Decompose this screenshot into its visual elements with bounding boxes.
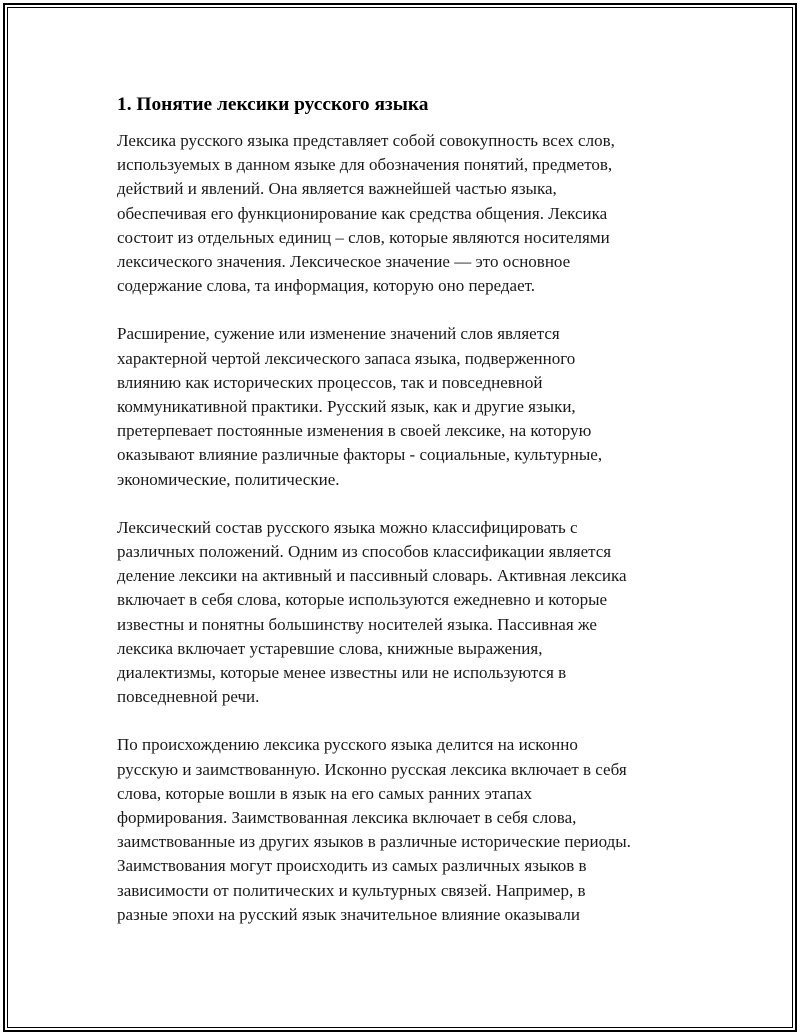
document-body bbox=[117, 93, 683, 951]
text-line: влиянию как исторических процессов, так и повседневной bbox=[117, 372, 543, 392]
text-line: Лексика русского языка представляет собой совокупность всех слов, bbox=[117, 131, 615, 150]
text-line: характерной чертой лексического запаса языка, подверженного bbox=[117, 348, 576, 368]
paragraph-lexicon-definition bbox=[117, 129, 683, 298]
text-line: содержание слова, та информация, которую оно передает. bbox=[117, 276, 536, 296]
text-line: По происхождению лексика русского языка делится на исконно bbox=[117, 735, 578, 755]
text-line: Заимствования могут происходить из самых различных языков в bbox=[117, 856, 587, 876]
text-line: коммуникативной практики. Русский язык, как и другие языки, bbox=[117, 397, 576, 417]
paragraph-active-passive-vocabulary bbox=[117, 516, 683, 710]
paragraph-vocabulary-origin bbox=[117, 733, 683, 927]
text-line: лексика включает устаревшие слова, книжные выражения, bbox=[117, 638, 543, 658]
text-line: включает в себя слова, которые используются ежедневно и которые bbox=[117, 590, 608, 610]
text-line: русскую и заимствованную. Исконно русская лексика включает в себя bbox=[117, 759, 627, 779]
text-line: лексического значения. Лексическое значение — это основное bbox=[117, 252, 571, 272]
text-line: деление лексики на активный и пассивный словарь. Активная лексика bbox=[117, 566, 627, 586]
section-title: 1. Понятие лексики русского языка bbox=[117, 94, 429, 115]
text-line: различных положений. Одним из способов классификации является bbox=[117, 542, 612, 562]
text-line: зависимости от политических и культурных связей. Например, в bbox=[117, 880, 586, 900]
text-line: используемых в данном языке для обозначения понятий, предметов, bbox=[117, 155, 613, 175]
text-line: обеспечивая его функционирование как средства общения. Лексика bbox=[117, 203, 608, 223]
text-line: слова, которые вошли в язык на его самых ранних этапах bbox=[117, 783, 532, 803]
text-line: экономические, политические. bbox=[117, 469, 340, 489]
text-line: повседневной речи. bbox=[117, 687, 260, 707]
text-line: диалектизмы, которые менее известны или не используются в bbox=[117, 663, 567, 683]
text-line: формирования. Заимствованная лексика включает в себя слова, bbox=[117, 808, 577, 828]
text-line: претерпевает постоянные изменения в своей лексике, на которую bbox=[117, 421, 592, 441]
text-line: заимствованные из других языков в различные исторические периоды. bbox=[117, 832, 631, 852]
paragraph-meaning-changes bbox=[117, 322, 683, 491]
text-line: оказывают влияние различные факторы - социальные, культурные, bbox=[117, 445, 603, 465]
text-line: Расширение, сужение или изменение значений слов является bbox=[117, 324, 560, 344]
text-line: действий и явлений. Она является важнейшей частью языка, bbox=[117, 179, 557, 199]
text-line: состоит из отдельных единиц – слов, которые являются носителями bbox=[117, 227, 610, 247]
text-line: разные эпохи на русский язык значительное влияние оказывали bbox=[117, 904, 580, 924]
text-line: Лексический состав русского языка можно классифицировать с bbox=[117, 517, 578, 537]
text-line: известны и понятны большинству носителей языка. Пассивная же bbox=[117, 614, 597, 634]
